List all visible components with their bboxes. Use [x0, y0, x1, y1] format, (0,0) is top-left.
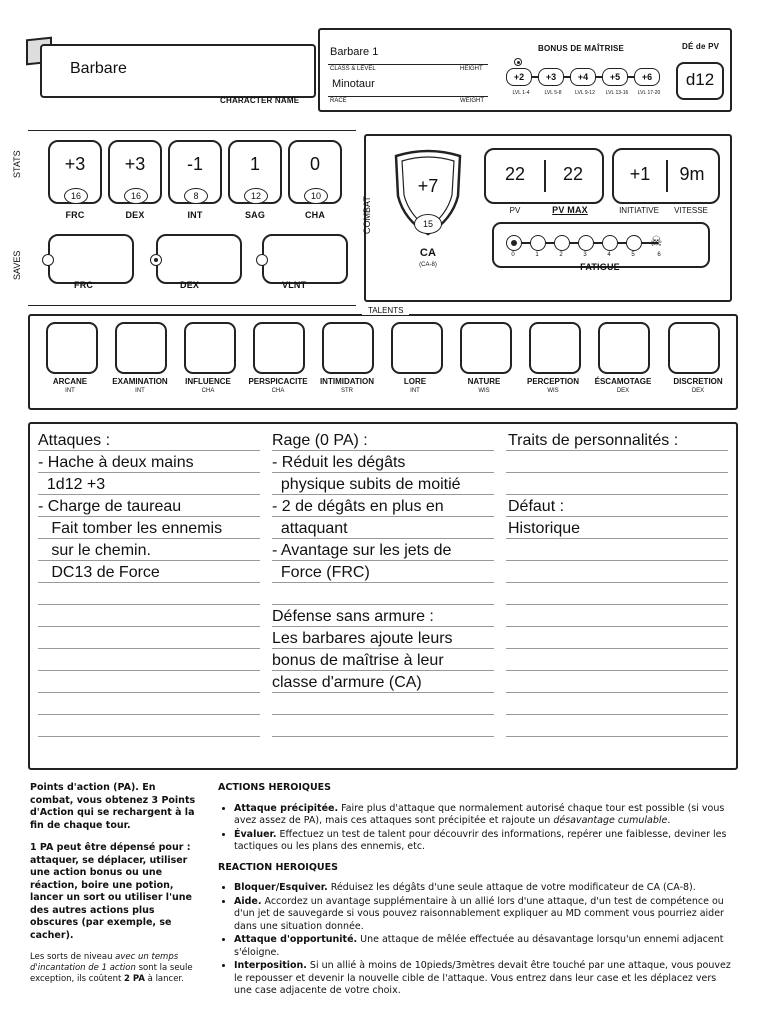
- character-name-label: CHARACTER NAME: [220, 96, 300, 105]
- talent-escamotage[interactable]: [598, 322, 650, 374]
- stat-frc[interactable]: [48, 140, 102, 204]
- talent-perspicacite-stat: CHA: [271, 388, 285, 394]
- talent-arcane[interactable]: [46, 322, 98, 374]
- fatigue-level-0[interactable]: [506, 235, 522, 251]
- note-line: [38, 604, 260, 605]
- hp-max[interactable]: 22: [562, 164, 584, 184]
- ca-value[interactable]: +7: [417, 176, 439, 196]
- talent-lore-stat: INT: [410, 388, 420, 394]
- heroic-reaction-text: Une attaque de mêlée effectuée au désavantage lorsqu'un ennemi adjacent s'éloigne.: [234, 934, 724, 958]
- ap-spell-italic: avec un temps d'incantation de 1 action: [30, 952, 179, 973]
- hp-max-label: PV MAX: [552, 205, 588, 215]
- talent-influence[interactable]: [184, 322, 236, 374]
- ap-cost-text: peut être dépensé pour : attaquer, se déplacer, utiliser une action bonus ou une réaction, boire une potion, lancer un sort ou utiliser l'une des autres actions plus obscures (par exemple, se cacher).: [30, 842, 192, 941]
- note-line: [506, 670, 728, 671]
- save-frc-label: FRC: [74, 280, 94, 290]
- stat-dex-score[interactable]: 16: [124, 188, 148, 204]
- heroic-action-em: désavantage cumulable: [553, 815, 668, 826]
- character-name[interactable]: Barbare: [70, 60, 127, 77]
- talent-perspicacite[interactable]: [253, 322, 305, 374]
- mastery-level-3: LVL 9-12: [575, 90, 595, 96]
- save-vlnt-label: VLNT: [282, 280, 307, 290]
- ap-spell-bold: 2 PA: [124, 974, 145, 984]
- saves-label: SAVES: [12, 250, 22, 280]
- talent-intimidation-label: INTIMIDATION: [319, 377, 375, 386]
- talent-discretion-stat: DEX: [691, 388, 705, 394]
- ap-intro-bold: Points d'action (PA).: [30, 782, 139, 793]
- mastery-pill-4[interactable]: +5: [602, 68, 628, 86]
- class-line: [328, 64, 488, 65]
- talent-perception-stat: WIS: [547, 388, 559, 394]
- notes-column-attacks[interactable]: Attaques : - Hache à deux mains 1d12 +3 - Charge de taureau Fait tomber les ennemis sur le chemin. DC13 de Force: [38, 432, 223, 581]
- hp-box: [484, 148, 604, 204]
- talent-influence-stat: CHA: [201, 388, 215, 394]
- race-label: RACE: [330, 98, 347, 104]
- save-dex-toggle[interactable]: [150, 254, 162, 266]
- note-line: [38, 648, 260, 649]
- fatigue-num-4: 4: [607, 252, 611, 258]
- save-vlnt-toggle[interactable]: [256, 254, 268, 266]
- stat-int-label: INT: [187, 210, 203, 220]
- height-label: HEIGHT: [460, 66, 483, 72]
- save-dex-label: DEX: [180, 280, 200, 290]
- speed-value[interactable]: 9m: [679, 164, 705, 184]
- note-line: [38, 626, 260, 627]
- class-level-value[interactable]: Barbare 1: [330, 46, 379, 58]
- hit-die-box[interactable]: [676, 62, 724, 100]
- talent-arcane-label: ARCANE: [52, 377, 88, 386]
- talent-examination[interactable]: [115, 322, 167, 374]
- talent-intimidation-stat: STR: [341, 388, 353, 394]
- note-line: [506, 582, 728, 583]
- heroic-action-end: .: [667, 815, 671, 826]
- heroic-reactions-list: [218, 882, 732, 998]
- ap-spell-text-b: sont la seule exception, ils coûtent: [30, 963, 193, 984]
- talent-nature-label: NATURE: [467, 377, 501, 386]
- fatigue-num-2: 2: [559, 252, 563, 258]
- ca-score[interactable]: 15: [414, 214, 442, 234]
- initiative-label: INITIATIVE: [619, 206, 659, 215]
- fatigue-num-3: 3: [583, 252, 587, 258]
- mastery-level-2: LVL 5-8: [544, 90, 562, 96]
- stat-int-mod: -1: [186, 154, 203, 174]
- heroic-reaction-item: [234, 896, 732, 934]
- stat-cha[interactable]: [288, 140, 342, 204]
- heroic-action-text: Effectuez un test de talent pour découvrir des informations, repérer une faiblesse, deviner les tactiques ou les plans des ennemis, etc.: [234, 828, 727, 852]
- mastery-pill-2[interactable]: +3: [538, 68, 564, 86]
- talent-escamotage-label: ÉSCAMOTAGE: [594, 377, 652, 386]
- heroic-reaction-text: Si un allié à moins de 10pieds/3mètres devait être touché par une attaque, vous pouvez le repousser et devenir la nouvelle cible de l'attaque. Vous entrez dans leur case et les déplacez vers une case adjacente de votre choix.: [234, 960, 731, 996]
- stat-frc-mod: +3: [64, 154, 86, 174]
- mastery-pill-3[interactable]: +4: [570, 68, 596, 86]
- talent-lore-label: LORE: [403, 377, 427, 386]
- note-line: [506, 604, 728, 605]
- mastery-level-1: LVL 1-4: [512, 90, 530, 96]
- heroic-reaction-name: Attaque d'opportunité.: [234, 934, 358, 945]
- notes-column-traits[interactable]: Traits de personnalités : Défaut : Historique: [508, 432, 679, 537]
- talent-nature-stat: WIS: [478, 388, 490, 394]
- fatigue-level-5[interactable]: [626, 235, 642, 251]
- mastery-pill-1[interactable]: +2: [506, 68, 532, 86]
- talent-intimidation[interactable]: [322, 322, 374, 374]
- combat-label: COMBAT: [362, 196, 372, 234]
- stat-cha-label: CHA: [304, 210, 326, 220]
- heroic-action-name: Évaluer.: [234, 828, 277, 840]
- hp-label: PV: [509, 206, 521, 215]
- note-line: [38, 736, 260, 737]
- mastery-pill-5[interactable]: +6: [634, 68, 660, 86]
- mastery-level-4: LVL 13-16: [605, 90, 629, 96]
- heroic-action-item: [234, 829, 732, 854]
- stat-cha-score[interactable]: 10: [304, 188, 328, 204]
- talents-label: TALENTS: [362, 306, 409, 315]
- talent-perception-label: PERCEPTION: [526, 377, 579, 386]
- note-line: [506, 648, 728, 649]
- stat-int[interactable]: [168, 140, 222, 204]
- heroic-reaction-item: [234, 960, 732, 998]
- fatigue-level-4[interactable]: [602, 235, 618, 251]
- ap-cost-bold: 1 PA: [30, 842, 54, 853]
- heroic-reaction-text: Accordez un avantage supplémentaire à un allié lors d'une attaque, d'un test de compétence ou d'un jet de sauvegarde si vous pouvez raisonnablement expliquer au MD comment vous pourriez aider dans une situation donnée.: [234, 895, 724, 932]
- weight-label: WEIGHT: [460, 98, 484, 104]
- heroic-rules: [218, 782, 732, 999]
- fatigue-num-6: 6: [657, 252, 661, 258]
- talent-arcane-stat: INT: [65, 388, 75, 394]
- note-line: [506, 692, 728, 693]
- talent-discretion[interactable]: [668, 322, 720, 374]
- talent-perspicacite-label: PERSPICACITE: [248, 377, 308, 386]
- stat-sag-mod: 1: [249, 154, 260, 174]
- initiative-value[interactable]: +1: [629, 164, 651, 184]
- stat-int-score[interactable]: 8: [184, 188, 208, 204]
- ap-intro-text: En combat, vous obtenez 3 Points d'Action qui se rechargent à la fin de chaque tour.: [30, 782, 196, 831]
- class-level-label: CLASS & LEVEL: [330, 66, 376, 72]
- init-speed-box: [612, 148, 720, 204]
- fatigue-num-1: 1: [535, 252, 539, 258]
- race-value[interactable]: Minotaur: [332, 78, 375, 90]
- talent-influence-label: INFLUENCE: [185, 377, 231, 386]
- note-line: [272, 714, 494, 715]
- talent-lore[interactable]: [391, 322, 443, 374]
- hit-die-value: d12: [685, 70, 715, 89]
- ap-spell-text-a: Les sorts de niveau: [30, 952, 116, 962]
- save-dex[interactable]: [156, 234, 242, 284]
- heroic-reaction-name: Aide.: [234, 895, 262, 907]
- heroic-reaction-item: [234, 882, 732, 895]
- notes-column-features[interactable]: Rage (0 PA) : - Réduit les dégâts physique subits de moitié - 2 de dégâts en plus en attaquant - Avantage sur les jets de Force (FRC) Défense sans armure : Les barbares ajoute leurs bonus de maîtrise à leur classe d'armure (CA): [272, 432, 461, 691]
- save-vlnt[interactable]: [262, 234, 348, 284]
- fatigue-num-0: 0: [511, 252, 515, 258]
- stat-dex-mod: +3: [124, 154, 146, 174]
- stat-frc-label: FRC: [65, 210, 85, 220]
- hit-die-label: DÉ de PV: [682, 42, 720, 51]
- stat-frc-score[interactable]: 16: [64, 188, 88, 204]
- stat-sag-score[interactable]: 12: [244, 188, 268, 204]
- talent-escamotage-stat: DEX: [616, 388, 630, 394]
- heroic-reaction-item: [234, 934, 732, 959]
- mastery-marker[interactable]: [514, 58, 522, 66]
- talent-discretion-label: DISCRETION: [673, 377, 723, 386]
- race-line: [328, 96, 488, 97]
- stat-sag-label: SAG: [244, 210, 266, 220]
- stat-dex-label: DEX: [125, 210, 145, 220]
- ap-spell-text-c: à lancer.: [144, 974, 184, 984]
- action-points-rules: [30, 782, 200, 985]
- fatigue-level-2[interactable]: [554, 235, 570, 251]
- note-line: [38, 714, 260, 715]
- heroic-reaction-text: Réduisez les dégâts d'une seule attaque de votre modificateur de CA (CA-8).: [327, 882, 696, 893]
- fatigue-level-1[interactable]: [530, 235, 546, 251]
- fatigue-num-5: 5: [631, 252, 635, 258]
- heroic-reaction-name: Interposition.: [234, 960, 307, 971]
- mastery-level-5: LVL 17-20: [637, 90, 661, 96]
- speed-label: VITESSE: [674, 206, 708, 215]
- note-line: [506, 714, 728, 715]
- stats-label: STATS: [12, 150, 22, 178]
- heroic-action-name: Attaque précipitée.: [234, 802, 339, 814]
- stat-sag[interactable]: [228, 140, 282, 204]
- talent-perception[interactable]: [529, 322, 581, 374]
- heroic-actions-list: [218, 803, 732, 854]
- fatigue-level-3[interactable]: [578, 235, 594, 251]
- heroic-reactions-title: REACTION HEROIQUES: [218, 861, 338, 873]
- character-info-box: [318, 28, 732, 112]
- talent-examination-label: EXAMINATION: [112, 377, 168, 386]
- character-name-box[interactable]: [40, 44, 316, 98]
- ca-label: CA: [419, 247, 437, 259]
- talent-nature[interactable]: [460, 322, 512, 374]
- heroic-action-text: Faire plus d'attaque que normalement autorisé chaque tour est possible (si vous avez assez de PA), mais ces attaques sont précipitée et rajoute un: [234, 802, 725, 826]
- save-frc[interactable]: [48, 234, 134, 284]
- skull-icon[interactable]: ☠: [650, 233, 663, 249]
- note-line: [272, 736, 494, 737]
- save-frc-toggle[interactable]: [42, 254, 54, 266]
- ca-sub-label: (CA-8): [419, 262, 437, 268]
- mastery-title: BONUS DE MAÎTRISE: [538, 44, 625, 53]
- note-line: [506, 736, 728, 737]
- stat-cha-mod: 0: [309, 154, 320, 174]
- note-line: [38, 670, 260, 671]
- note-line: [506, 560, 728, 561]
- note-line: [506, 626, 728, 627]
- hp-current[interactable]: 22: [504, 164, 526, 184]
- heroic-actions-title: ACTIONS HEROIQUES: [218, 782, 332, 793]
- heroic-action-item: [234, 803, 732, 828]
- fatigue-label: FATIGUE: [580, 262, 620, 272]
- stat-dex[interactable]: [108, 140, 162, 204]
- heroic-reaction-name: Bloquer/Esquiver.: [234, 882, 328, 893]
- talent-examination-stat: INT: [135, 388, 145, 394]
- note-line: [38, 692, 260, 693]
